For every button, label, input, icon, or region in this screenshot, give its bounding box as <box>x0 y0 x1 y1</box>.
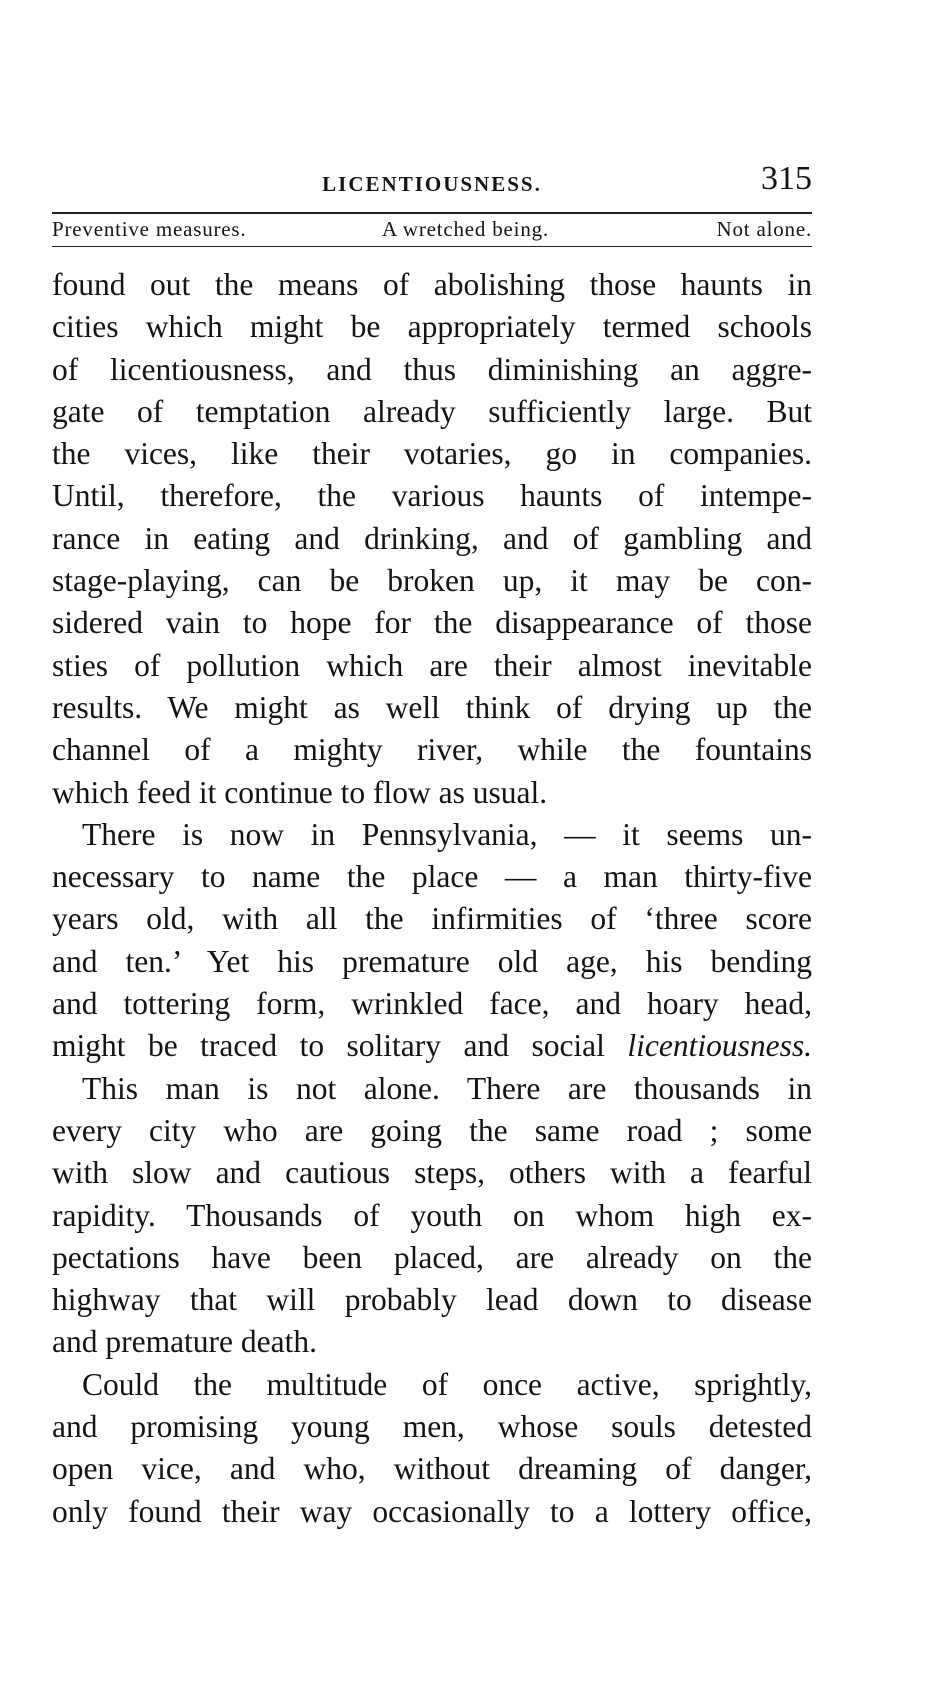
subhead-preventive-measures: Preventive measures. <box>52 217 247 241</box>
text-line: stage-playing, can be broken up, it may be con- <box>52 563 812 599</box>
text-line: There is now in Pennsylvania, — it seems un- <box>82 816 812 852</box>
text-line: open vice, and who, without dreaming of danger, <box>52 1451 812 1487</box>
paragraph-1 <box>52 264 812 814</box>
text-line: sties of pollution which are their almost inevitable <box>52 647 812 683</box>
text-line: which feed it continue to flow as usual. <box>52 774 548 810</box>
header-rule-bottom <box>52 246 812 247</box>
text-line: rance in eating and drinking, and of gambling and <box>52 520 812 556</box>
running-title: LICENTIOUSNESS. <box>322 172 542 196</box>
text-line: found out the means of abolishing those haunts in <box>52 267 812 302</box>
header-rule-top <box>52 212 812 214</box>
paragraph-3 <box>52 1068 812 1364</box>
text-line: channel of a mighty river, while the fountains <box>52 732 812 768</box>
italic-word: licentiousness. <box>627 1028 812 1064</box>
text-line: with slow and cautious steps, others with a fearful <box>52 1155 812 1191</box>
text-line-with-italic <box>52 1025 812 1067</box>
subhead-wretched-being: A wretched being. <box>382 217 549 241</box>
text-run: might be traced to solitary and social <box>52 1028 628 1064</box>
text-line: and premature death. <box>52 1324 317 1360</box>
text-line: only found their way occasionally to a lottery office, <box>52 1493 812 1529</box>
text-line: Could the multitude of once active, sprightly, <box>82 1366 812 1402</box>
paragraph-2 <box>52 814 812 1068</box>
text-line: years old, with all the infirmities of ‘three score <box>52 901 812 937</box>
text-line: of licentiousness, and thus diminishing an aggre- <box>52 351 812 387</box>
page-number: 315 <box>761 160 812 197</box>
text-line: sidered vain to hope for the disappearance of those <box>52 605 812 641</box>
text-line: the vices, like their votaries, go in companies. <box>52 436 812 472</box>
subheads <box>52 217 812 245</box>
text-line: highway that will probably lead down to disease <box>52 1282 812 1318</box>
subhead-not-alone: Not alone. <box>716 217 812 241</box>
paragraph-4 <box>52 1364 812 1533</box>
text-line: This man is not alone. There are thousands in <box>82 1070 812 1106</box>
text-line: rapidity. Thousands of youth on whom high ex- <box>52 1197 812 1233</box>
text-line: and ten.’ Yet his premature old age, his bending <box>52 943 812 979</box>
text-line: cities which might be appropriately termed schools <box>52 309 812 345</box>
running-head <box>52 158 812 202</box>
text-line: every city who are going the same road ; some <box>52 1112 812 1148</box>
text-line: and promising young men, whose souls detested <box>52 1409 812 1445</box>
text-line: Until, therefore, the various haunts of intempe- <box>52 478 812 514</box>
text-line: results. We might as well think of drying up the <box>52 689 812 725</box>
text-line: necessary to name the place — a man thirty-five <box>52 859 812 895</box>
text-line: pectations have been placed, are already on the <box>52 1239 812 1275</box>
body-text <box>52 264 812 1533</box>
text-line: gate of temptation already sufficiently large. But <box>52 393 812 429</box>
text-line: and tottering form, wrinkled face, and hoary head, <box>52 986 812 1022</box>
